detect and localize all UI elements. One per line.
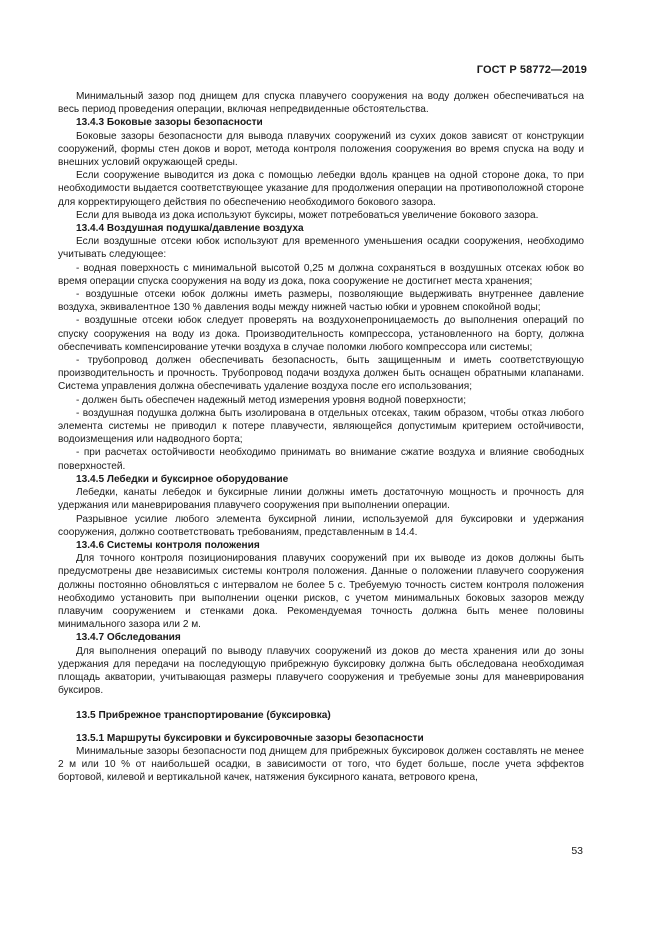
- list-item: - воздушные отсеки юбок должны иметь размеры, позволяющие выдерживать внутреннее давление воздуха, эквивалентное 130 % давления воды между нижней частью юбки и уровнем спокойной воды;: [58, 289, 584, 314]
- paragraph: Если сооружение выводится из дока с помощью лебедки вдоль кранцев на одной стороне дока, то при необходимости выдается соответствующее указание для продолжения операции на противоположной стороне для корректирующего действия по обеспечению необходимого бокового зазора.: [58, 170, 584, 208]
- list-item: - должен быть обеспечен надежный метод измерения уровня водной поверхности;: [76, 394, 467, 406]
- document-code-header: ГОСТ Р 58772—2019: [476, 64, 587, 76]
- page-number: 53: [571, 845, 583, 857]
- paragraph: Если для вывода из дока используют буксиры, может потребоваться увеличение бокового зазора.: [76, 209, 539, 221]
- section-heading-13-5-1: 13.5.1 Маршруты буксировки и буксировочные зазоры безопасности: [76, 732, 424, 744]
- list-item: - воздушные отсеки юбок следует проверять на воздухонепроницаемость до выполнения операций по спуску сооружения на воду из дока. Производительность компрессора, установленного на борту, должна обеспечивать компенсирование утечки воздуха в случае поломки любого компрессора или системы;: [58, 315, 584, 353]
- section-heading-13-5: 13.5 Прибрежное транспортирование (буксировка): [76, 710, 331, 722]
- list-item: - воздушная подушка должна быть изолирована в отдельных отсеках, таким образом, чтобы отказ любого элемента системы не приводил к потере плавучести, являющейся допустимым критерием остойчивости, водоизмещения или надводного борта;: [58, 407, 584, 446]
- list-item: - при расчетах остойчивости необходимо принимать во внимание сжатие воздуха и влияние свободных поверхностей.: [58, 447, 584, 472]
- paragraph: Лебедки, канаты лебедок и буксирные линии должны иметь достаточную мощность и прочность для удержания или маневрирования плавучего сооружения при выполнении операции.: [58, 487, 584, 512]
- paragraph: Для точного контроля позиционирования плавучих сооружений при их выводе из доков должны быть предусмотрены две независимых системы контроля положения. Данные о положении плавучего сооружения должны постоянно обновляться с интервалом не более 5 с. Требуемую точность систем контроля положения необходимо установить при выполнении оценки рисков, с учетом минимальных боковых зазоров между плавучим сооружением и стенками дока. Рекомендуемая точность должна быть менее половины минимального зазора или 2 м.: [58, 553, 584, 631]
- paragraph: Минимальный зазор под днищем для спуска плавучего сооружения на воду должен обеспечиваться на весь период проведения операции, включая непредвиденные обстоятельства.: [58, 91, 584, 116]
- list-item: - трубопровод должен обеспечивать безопасность, быть защищенным и иметь соответствующую производительность и прочность. Трубопровод подачи воздуха должен быть оснащен обратными клапанами. Система управления должна обеспечивать удаление воздуха после его использования;: [58, 355, 584, 393]
- section-heading-13-4-4: 13.4.4 Воздушная подушка/давление воздуха: [76, 223, 304, 235]
- page-content: [58, 90, 584, 784]
- section-heading-13-4-5: 13.4.5 Лебедки и буксирное оборудование: [76, 473, 289, 485]
- paragraph: Боковые зазоры безопасности для вывода плавучих сооружений из сухих доков зависят от конструкции сооружений, формы стен доков и ворот, метода контроля положения сооружения во время спуска на воду и внешних условий окружающей среды.: [58, 130, 584, 169]
- paragraph: Если воздушные отсеки юбок используют для временного уменьшения осадки сооружения, необходимо учитывать следующее:: [58, 236, 584, 261]
- section-heading-13-4-3: 13.4.3 Боковые зазоры безопасности: [76, 117, 263, 129]
- section-heading-13-4-6: 13.4.6 Системы контроля положения: [76, 539, 260, 551]
- list-item: - водная поверхность с минимальной высотой 0,25 м должна сохраняться в воздушных отсеках юбок во время операции спуска сооружения на воду из дока, пока сооружение не достигнет места хранения;: [58, 262, 584, 287]
- paragraph: Минимальные зазоры безопасности под днищем для прибрежных буксировок должен составлять не менее 2 м или 10 % от наибольшей осадки, в зависимости от того, что будет больше, после учета эффектов бортовой, килевой и вертикальной качек, натяжения буксирного каната, ветрового крена,: [58, 745, 584, 784]
- paragraph: Для выполнения операций по выводу плавучих сооружений из доков до места хранения или до зоны удержания для передачи на последующую прибрежную буксировку должна быть обследована необходимая площадь акватории, учитывающая размеры плавучего сооружения и требуемые зоны для маневрирования буксиров.: [58, 645, 584, 697]
- paragraph: Разрывное усилие любого элемента буксирной линии, используемой для буксировки и удержания сооружения, должно соответствовать требованиям, представленным в 14.4.: [58, 513, 584, 538]
- section-heading-13-4-7: 13.4.7 Обследования: [76, 632, 181, 644]
